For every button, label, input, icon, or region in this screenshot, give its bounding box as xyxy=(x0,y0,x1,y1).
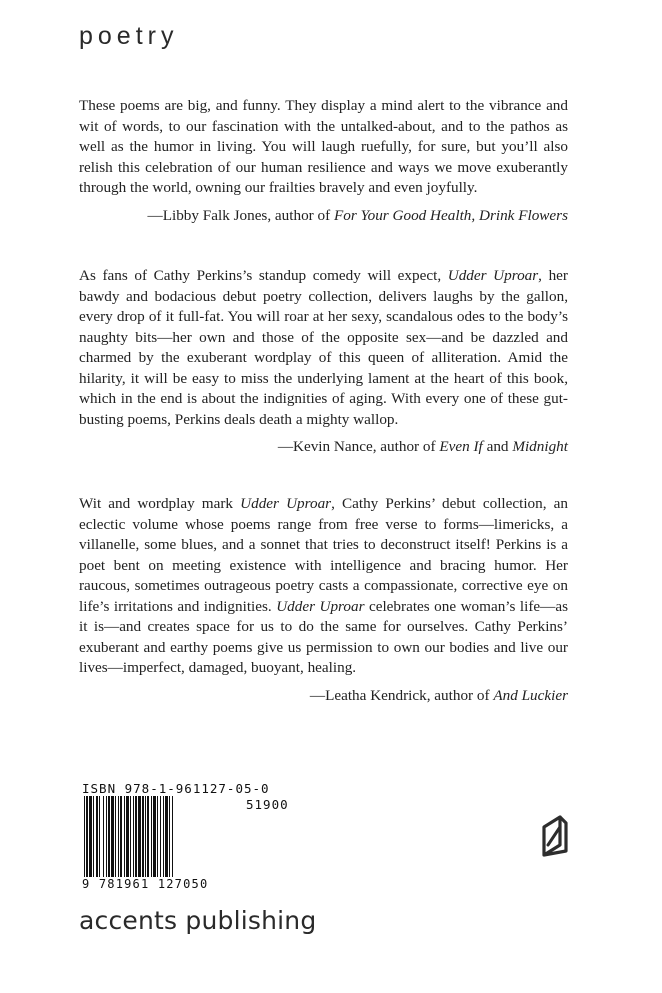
blurb-attribution: —Libby Falk Jones, author of For Your Good Health, Drink Flowers xyxy=(147,206,568,224)
isbn-label: ISBN 978-1-961127-05-0 xyxy=(82,781,270,796)
barcode-bar xyxy=(169,796,170,880)
barcode-bar xyxy=(126,796,129,880)
barcode-bar xyxy=(106,796,107,880)
barcode-bar xyxy=(86,796,88,880)
price-code: 51900 xyxy=(246,797,289,812)
blurb-1 xyxy=(79,96,568,226)
blurb-attribution: —Kevin Nance, author of Even If and Midnight xyxy=(277,438,568,455)
barcode-bar xyxy=(151,796,152,880)
barcode-bar xyxy=(96,796,98,880)
barcode-bar xyxy=(172,796,173,880)
barcode-bar xyxy=(160,796,161,880)
publisher-name: accents publishing xyxy=(79,906,317,935)
barcode-bar xyxy=(163,796,164,880)
barcode-bar xyxy=(157,796,158,880)
barcode-bar xyxy=(124,796,125,880)
barcode-bar xyxy=(99,796,100,880)
barcode-bar xyxy=(111,796,114,880)
blurb-attribution: —Leatha Kendrick, author of And Luckier xyxy=(309,686,568,704)
blurb-2 xyxy=(79,266,568,458)
barcode-bar xyxy=(145,796,146,880)
barcode-bar xyxy=(138,796,141,880)
blurb-text: As fans of Cathy Perkins’s standup comedy will expect, Udder Uproar, her bawdy and bodacious debut poetry collection, delivers laughs by the gallon, every drop of it full-fat. You will roar at her sexy, scandalous odes to the body’s naughty bits—her own and those of the opposite sex—and be dazzled and charmed by the exuberant wordplay of this queen of alliteration. Amid the hilarity, it will be easy to miss the underlying lament at the heart of this book, which in the end is about the indignities of aging. With every one of these gut-busting poems, Perkins deals death a mighty wallop. xyxy=(79,267,568,428)
barcode-bar xyxy=(133,796,134,880)
barcode-bar xyxy=(89,796,92,880)
barcode-bar xyxy=(135,796,137,880)
accents-publishing-logo-icon xyxy=(538,815,570,861)
blurb-3 xyxy=(79,494,568,706)
barcode-bar xyxy=(103,796,104,880)
blurb-text: Wit and wordplay mark Udder Uproar, Cathy Perkins’ debut collection, an eclectic volume whose poems range from free verse to forms—limericks, a villanelle, some blues, and a sonnet that tries to deconstruct itself! Perkins is a poet bent on meeting existence with intelligence and bracing humor. Her raucous, sometimes outrageous poetry casts a compassionate, corrective eye on life’s irritations and indignities. Udder Uproar celebrates one woman’s life—as it is—and creates space for us to do the same for ourselves. Cathy Perkins’ exuberant and earthy poems give us permission to own our bodies and live our lives—imperfect, damaged, buoyant, healing. xyxy=(79,495,568,676)
barcode-bar xyxy=(153,796,156,880)
barcode-bar xyxy=(142,796,144,880)
barcode-bar xyxy=(115,796,116,880)
barcode-bar xyxy=(120,796,122,880)
barcode-bar xyxy=(130,796,131,880)
barcode-bar xyxy=(93,796,94,880)
genre-label: poetry xyxy=(79,22,179,50)
barcode-bar xyxy=(118,796,119,880)
barcode-bar xyxy=(84,796,85,880)
barcode-digits: 9 781961 127050 xyxy=(82,877,209,891)
blurb-text: These poems are big, and funny. They display a mind alert to the vibrance and wit of words, to our fascination with the untalked-about, and to the pathos as well as the humor in living. You will laugh ruefully, for sure, but you’ll also relish this celebration of our human resilience and ways we move exuberantly through the world, owning our frailties bravely and even joyfully. xyxy=(79,97,568,196)
barcode-bar xyxy=(165,796,168,880)
barcode-bar xyxy=(108,796,110,880)
barcode-bar xyxy=(147,796,149,880)
barcode xyxy=(84,796,240,880)
